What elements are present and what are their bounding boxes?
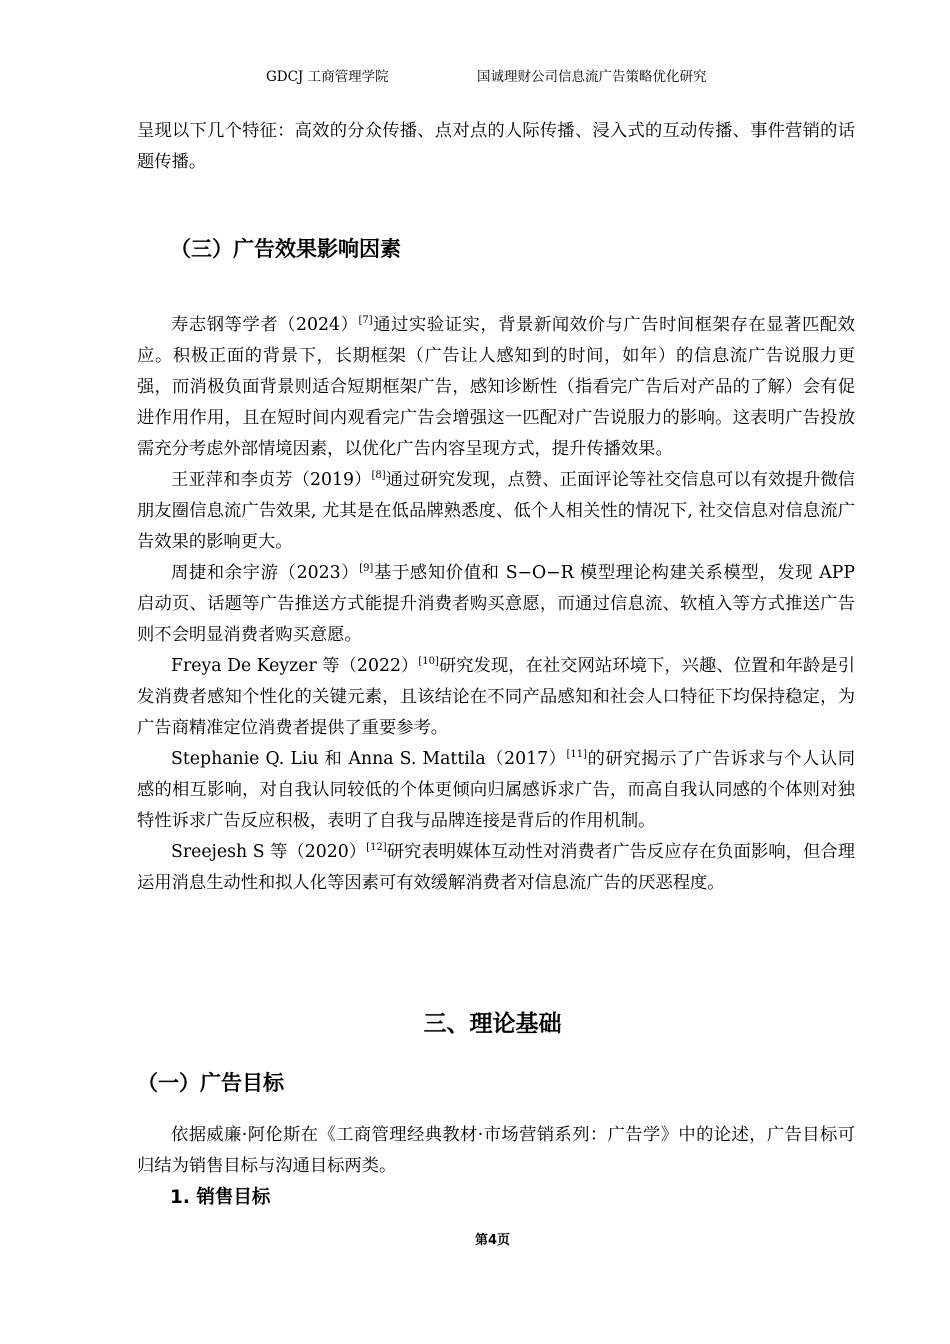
literature-paragraph: [137, 310, 855, 465]
literature-paragraph: [137, 558, 855, 651]
intro-text-block: [137, 116, 855, 178]
citation-marker: [11]: [566, 749, 588, 760]
section-heading-ad-effect-factors: （三）广告效果影响因素: [170, 237, 401, 261]
paragraph-author: Sreejesh S 等（2020）: [171, 842, 367, 862]
paragraph-body: 基于感知价值和 S−O−R 模型理论构建关系模型，发现 APP 启动页、话题等广告推送方式能提升消费者购买意愿，而通过信息流、软植入等方式推送广告则不会明显消费者购买意愿。: [137, 563, 855, 645]
section-heading-ad-goals: （一）广告目标: [137, 1071, 284, 1095]
literature-paragraph: [137, 744, 855, 837]
intro-paragraph: 呈现以下几个特征：高效的分众传播、点对点的人际传播、浸入式的互动传播、事件营销的话题传播。: [137, 121, 855, 172]
goals-text-block: [137, 1120, 855, 1182]
header-thesis-title: 国诚理财公司信息流广告策略优化研究: [477, 69, 707, 85]
page-header: [0, 68, 950, 86]
paragraph-body: 通过实验证实，背景新闻效价与广告时间框架存在显著匹配效应。积极正面的背景下，长期框架（广告让人感知到的时间，如年）的信息流广告说服力更强，而消极负面背景则适合短期框架广告，感知诊断性（指看完广告后对产品的了解）会有促进作用作用，且在短时间内观看完广告会增强这一匹配对广告说服力的影响。这表明广告投放需充分考虑外部情境因素，以优化广告内容呈现方式，提升传播效果。: [137, 315, 855, 459]
citation-marker: [12]: [366, 842, 387, 853]
paragraph-body: 通过研究发现，点赞、正面评论等社交信息可以有效提升微信朋友圈信息流广告效果, 尤其是在低品牌熟悉度、低个人相关性的情况下, 社交信息对信息流广告效果的影响更大。: [137, 470, 855, 552]
subheading-sales-goal: 1. 销售目标: [170, 1187, 271, 1208]
citation-marker: [7]: [358, 315, 373, 326]
factors-text-block: [137, 310, 855, 899]
chapter-heading-theory: 三、理论基础: [423, 1011, 562, 1037]
citation-marker: [9]: [359, 563, 374, 574]
literature-paragraph: [137, 651, 855, 744]
citation-marker: [8]: [371, 470, 386, 481]
paragraph-author: 寿志钢等学者（2024）: [171, 315, 359, 335]
citation-marker: [10]: [418, 656, 439, 667]
page-number: 第4页: [474, 1233, 511, 1248]
goals-paragraph: 依据威廉·阿伦斯在《工商管理经典教材·市场营销系列：广告学》中的论述，广告目标可归结为销售目标与沟通目标两类。: [137, 1125, 855, 1176]
paragraph-author: Stephanie Q. Liu 和 Anna S. Mattila（2017）: [171, 749, 567, 769]
header-school-name: GDCJ 工商管理学院: [266, 69, 389, 85]
paragraph-body: 研究发现，在社交网站环境下，兴趣、位置和年龄是引发消费者感知个性化的关键元素，且该结论在不同产品感知和社会人口特征下均保持稳定，为广告商精准定位消费者提供了重要参考。: [137, 656, 855, 738]
paragraph-author: 周捷和余宇游（2023）: [171, 563, 360, 583]
paragraph-author: 王亚萍和李贞芳（2019）: [171, 470, 372, 490]
paragraph-author: Freya De Keyzer 等（2022）: [171, 656, 419, 676]
paragraph-body: 的研究揭示了广告诉求与个人认同感的相互影响，对自我认同较低的个体更倾向归属感诉求广告，而高自我认同感的个体则对独特性诉求广告反应积极，表明了自我与品牌连接是背后的作用机制。: [137, 749, 855, 831]
paragraph-body: 研究表明媒体互动性对消费者广告反应存在负面影响，但合理运用消息生动性和拟人化等因素可有效缓解消费者对信息流广告的厌恶程度。: [137, 842, 855, 893]
literature-paragraph: [137, 837, 855, 899]
literature-paragraph: [137, 465, 855, 558]
